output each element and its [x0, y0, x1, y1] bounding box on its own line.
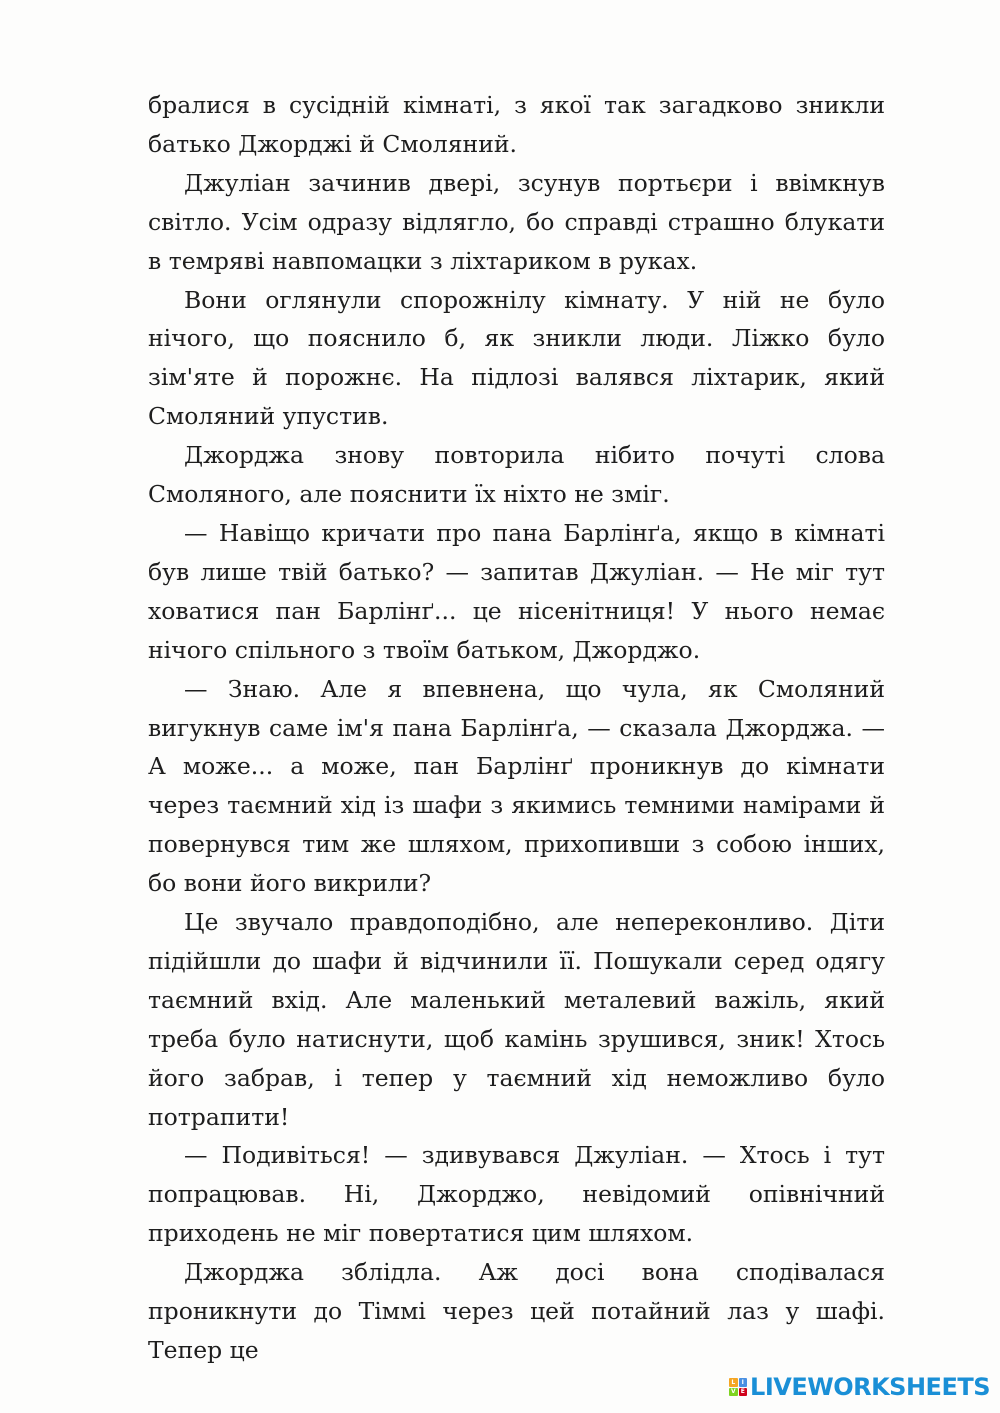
- paragraph-7: Це звучало правдоподібно, але непереконливо. Діти підійшли до шафи й відчинили її. Пошукали серед одягу таємний вхід. Але маленький металевий важіль, який треба було натиснути, щоб камінь зрушився, зник! Хтось його забрав, і тепер у таємний хід неможливо було потрапити!: [148, 908, 885, 1131]
- watermark-text: LIVEWORKSHEETS: [750, 1373, 990, 1401]
- paragraph-9: Джорджа зблідла. Аж досі вона сподівалася проникнути до Тіммі через цей потайний лаз у шафі. Тепер це: [148, 1258, 885, 1364]
- paragraph-4: Джорджа знову повторила нібито почуті слова Смоляного, але пояснити їх ніхто не зміг.: [148, 441, 885, 509]
- paragraph-2: Джуліан зачинив двері, зсунув портьєри і ввімкнув світло. Усім одразу відлягло, бо справді страшно блукати в темряві навпомацки з ліхтариком в руках.: [148, 168, 885, 275]
- paragraph-1: бралися в сусідній кімнаті, з якої так загадково зникли батько Джорджі й Смоляний.: [148, 91, 885, 158]
- paragraph-8: — Подивіться! — здивувався Джуліан. — Хтось і тут попрацював. Ні, Джорджо, невідомий опівнічний приходень не міг повертатися цим шляхом.: [148, 1141, 885, 1248]
- liveworksheets-watermark: [729, 1373, 990, 1401]
- paragraph-3: Вони оглянули спорожнілу кімнату. У ній не було нічого, що пояснило б, як зникли люди. Ліжко було зім'яте й порожнє. На підлозі валявся ліхтарик, який Смоляний упустив.: [148, 285, 885, 431]
- paragraph-5: — Навіщо кричати про пана Барлінґа, якщо в кімнаті був лише твій батько? — запитав Джуліан. — Не міг тут ховатися пан Барлінґ... це нісенітниця! У нього немає нічого спільного з твоїм батьком, Джорджо.: [148, 518, 885, 664]
- liveworksheets-logo-icon: L I V E: [729, 1378, 747, 1396]
- paragraph-6: — Знаю. Але я впевнена, що чула, як Смоляний вигукнув саме ім'я пана Барлінґа, — сказала Джорджа. — А може... а може, пан Барлінґ проникнув до кімнати через таємний хід із шафи з якимись темними намірами й повернувся тим же шляхом, прихопивши з собою інших, бо вони його викрили?: [148, 674, 885, 898]
- body-text: [148, 86, 885, 1370]
